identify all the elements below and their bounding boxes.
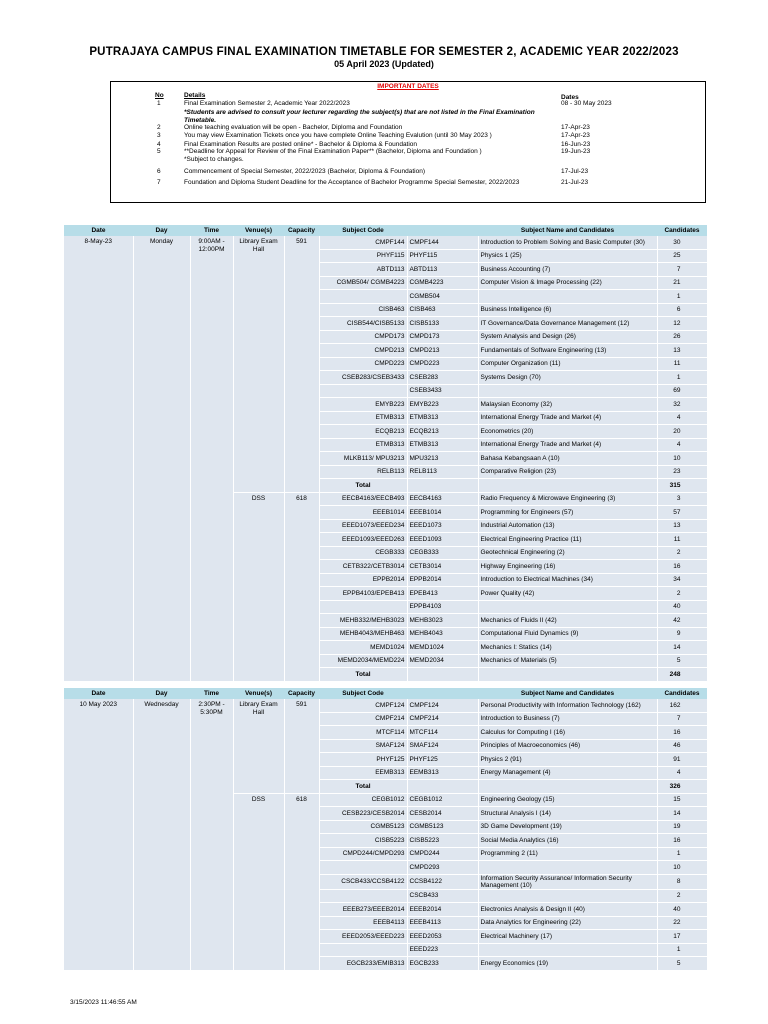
important-date-value: 19-Jun-23 xyxy=(561,148,591,155)
subject-code: CISB5223 xyxy=(407,834,478,848)
subject-code-group: EEEB1014 xyxy=(319,506,407,520)
total-spacer xyxy=(478,668,657,682)
important-details-header: Details xyxy=(184,92,206,99)
candidate-count: 16 xyxy=(657,726,707,740)
subject-code: MTCF114 xyxy=(407,726,478,740)
candidate-count: 1 xyxy=(657,371,707,385)
subject-name: Comparative Religion (23) xyxy=(478,465,657,479)
important-date-details: Foundation and Diploma Student Deadline for the Acceptance of Bachelor Programme Special Semester, 2022/2023 xyxy=(184,179,520,186)
subject-code: CGMB4223 xyxy=(407,276,478,290)
important-dates-box xyxy=(110,81,706,203)
subject-code-group: CESB223/CESB2014 xyxy=(319,807,407,821)
candidate-count: 13 xyxy=(657,519,707,533)
subject-code: EEED2053 xyxy=(407,930,478,944)
subject-code-group: SMAF124 xyxy=(319,739,407,753)
candidate-count: 11 xyxy=(657,533,707,547)
column-header: Candidates xyxy=(657,225,707,236)
subject-code: RELB113 xyxy=(407,465,478,479)
subject-name: Computational Fluid Dynamics (9) xyxy=(478,627,657,641)
subject-code-group: CMPF214 xyxy=(319,712,407,726)
subject-code-group: MEHB332/MEHB3023 xyxy=(319,614,407,628)
table-row xyxy=(64,236,707,249)
column-header: Venue(s) xyxy=(233,225,284,236)
exam-day: Wednesday xyxy=(133,699,190,970)
candidate-count: 46 xyxy=(657,739,707,753)
important-date-value: 17-Apr-23 xyxy=(561,131,590,139)
column-header: Capacity xyxy=(284,688,319,699)
subject-code-group xyxy=(319,384,407,398)
subject-code-group: EEEB4113 xyxy=(319,916,407,930)
subject-name: Principles of Macroeconomics (46) xyxy=(478,739,657,753)
candidate-count: 40 xyxy=(657,600,707,614)
subject-code-group: ETMB313 xyxy=(319,411,407,425)
subject-name: Business Accounting (7) xyxy=(478,263,657,277)
subject-code: ABTD113 xyxy=(407,263,478,277)
subject-code: EEMB313 xyxy=(407,766,478,780)
subject-code: MEHB4043 xyxy=(407,627,478,641)
candidate-count: 25 xyxy=(657,249,707,263)
subject-name: Energy Economics (19) xyxy=(478,957,657,971)
important-date-no: 3 xyxy=(157,131,161,139)
candidate-count: 14 xyxy=(657,641,707,655)
subject-name: Electrical Machinery (17) xyxy=(478,930,657,944)
subject-code: ETMB313 xyxy=(407,438,478,452)
subject-code: CMPF214 xyxy=(407,712,478,726)
important-date-value: 21-Jul-23 xyxy=(561,179,589,186)
subject-name: Electronics Analysis & Design II (40) xyxy=(478,903,657,917)
subject-name: Highway Engineering (16) xyxy=(478,560,657,574)
subject-name: Energy Management (4) xyxy=(478,766,657,780)
subject-code: CSCB433 xyxy=(407,889,478,903)
subject-code-group: EEEB273/EEEB2014 xyxy=(319,903,407,917)
subject-code-group: EECB4163/EECB493 xyxy=(319,492,407,506)
subject-code-group: MEMD1024 xyxy=(319,641,407,655)
candidate-count: 16 xyxy=(657,834,707,848)
subject-name xyxy=(478,861,657,875)
subject-code-group: CISB544/CISB5133 xyxy=(319,317,407,331)
subject-name xyxy=(478,943,657,957)
total-spacer xyxy=(478,479,657,493)
exam-table-1 xyxy=(64,225,708,682)
important-date-no: 1 xyxy=(157,100,161,107)
subject-code-group: CSCB433/CCSB4122 xyxy=(319,874,407,889)
candidate-count: 15 xyxy=(657,793,707,807)
subject-code: MEHB3023 xyxy=(407,614,478,628)
important-date-no: 2 xyxy=(157,124,161,131)
subject-code: EEEB4113 xyxy=(407,916,478,930)
candidate-count: 34 xyxy=(657,573,707,587)
candidate-count: 5 xyxy=(657,957,707,971)
subject-code-group: CISB5223 xyxy=(319,834,407,848)
subject-code: CMPD173 xyxy=(407,330,478,344)
candidate-count: 42 xyxy=(657,614,707,628)
subject-name: Malaysian Economy (32) xyxy=(478,398,657,412)
subject-name: Mechanics of Materials (5) xyxy=(478,654,657,668)
important-date-details: Final Examination Results are posted online* - Bachelor & Diploma & Foundation xyxy=(184,140,418,148)
candidate-count: 4 xyxy=(657,438,707,452)
subject-code: PHYF115 xyxy=(407,249,478,263)
subject-code: EEEB1014 xyxy=(407,506,478,520)
candidate-count: 19 xyxy=(657,820,707,834)
subject-code-group: ABTD113 xyxy=(319,263,407,277)
subject-code: ECQB213 xyxy=(407,425,478,439)
subject-code: CETB3014 xyxy=(407,560,478,574)
subject-code: CCSB4122 xyxy=(407,874,478,889)
subject-name: Mechanics of Fluids II (42) xyxy=(478,614,657,628)
candidate-count: 32 xyxy=(657,398,707,412)
column-header: Time xyxy=(190,225,233,236)
candidate-count: 69 xyxy=(657,384,707,398)
subject-name: Information Security Assurance/ Information Security Management (10) xyxy=(478,874,657,889)
candidate-count: 57 xyxy=(657,506,707,520)
important-date-no: 5 xyxy=(157,148,161,155)
venue: Library Exam Hall xyxy=(233,699,284,793)
important-date-no: 7 xyxy=(157,179,161,186)
column-header: Time xyxy=(190,688,233,699)
subject-code: CMPD244 xyxy=(407,847,478,861)
page-subtitle: 05 April 2023 (Updated) xyxy=(334,59,434,69)
subject-name: Electrical Engineering Practice (11) xyxy=(478,533,657,547)
candidate-count: 6 xyxy=(657,303,707,317)
candidate-count: 21 xyxy=(657,276,707,290)
subject-code-group: EEMB313 xyxy=(319,766,407,780)
subject-code-group: MLKB113/ MPU3213 xyxy=(319,452,407,466)
total-value: 315 xyxy=(657,479,707,493)
subject-code-group: ETMB313 xyxy=(319,438,407,452)
subject-code-group: CMPF124 xyxy=(319,699,407,712)
subject-name: Introduction to Problem Solving and Basic Computer (30) xyxy=(478,236,657,249)
subject-code: EECB4163 xyxy=(407,492,478,506)
subject-name: System Analysis and Design (26) xyxy=(478,330,657,344)
column-header: Day xyxy=(133,225,190,236)
subject-name xyxy=(478,384,657,398)
exam-time: 2:30PM - 5:30PM xyxy=(190,699,233,970)
subject-code-group: CEGB1012 xyxy=(319,793,407,807)
subject-name: Computer Organization (11) xyxy=(478,357,657,371)
subject-name: IT Governance/Data Governance Management (12) xyxy=(478,317,657,331)
subject-name: Bahasa Kebangsaan A (10) xyxy=(478,452,657,466)
subject-code-group: PHYF115 xyxy=(319,249,407,263)
important-date-details: **Deadline for Appeal for Review of the Final Examination Paper** (Bachelor, Diploma and Foundation ) xyxy=(184,148,482,155)
candidate-count: 10 xyxy=(657,861,707,875)
capacity: 618 xyxy=(284,492,319,681)
subject-name: Econometrics (20) xyxy=(478,425,657,439)
subject-name: Physics 2 (91) xyxy=(478,753,657,767)
subject-name: Power Quality (42) xyxy=(478,587,657,601)
subject-code-group xyxy=(319,889,407,903)
candidate-count: 40 xyxy=(657,903,707,917)
subject-code: PHYF125 xyxy=(407,753,478,767)
column-header: Subject Name and Candidates xyxy=(478,225,657,236)
candidate-count: 9 xyxy=(657,627,707,641)
candidate-count: 4 xyxy=(657,411,707,425)
capacity: 591 xyxy=(284,236,319,492)
subject-name: Business Intelligence (6) xyxy=(478,303,657,317)
total-label: Total xyxy=(319,780,407,794)
subject-code: SMAF124 xyxy=(407,739,478,753)
important-date-value: 17-Jul-23 xyxy=(561,168,589,175)
subject-code-group: EEED1093/EEED263 xyxy=(319,533,407,547)
exam-date: 8-May-23 xyxy=(64,236,133,681)
important-date-value: 16-Jun-23 xyxy=(561,140,591,148)
candidate-count: 91 xyxy=(657,753,707,767)
subject-name: Introduction to Electrical Machines (34) xyxy=(478,573,657,587)
table-row xyxy=(64,699,707,712)
subject-code-group: EEED1073/EEED234 xyxy=(319,519,407,533)
candidate-count: 12 xyxy=(657,317,707,331)
subject-name: Geotechnical Engineering (2) xyxy=(478,546,657,560)
important-date-details: Final Examination Semester 2, Academic Year 2022/2023 xyxy=(184,100,350,107)
candidate-count: 7 xyxy=(657,712,707,726)
subject-code-group: PHYF125 xyxy=(319,753,407,767)
subject-code-group: EGCB233/EMIB313 xyxy=(319,957,407,971)
subject-code: EEED1093 xyxy=(407,533,478,547)
candidate-count: 2 xyxy=(657,587,707,601)
subject-name: Data Analytics for Engineering (22) xyxy=(478,916,657,930)
subject-code-group xyxy=(319,943,407,957)
subject-code: ETMB313 xyxy=(407,411,478,425)
subject-code-group: MEMD2034/MEMD224 xyxy=(319,654,407,668)
candidate-count: 3 xyxy=(657,492,707,506)
subject-name: Calculus for Computing I (16) xyxy=(478,726,657,740)
important-date-value: 08 - 30 May 2023 xyxy=(561,100,612,107)
candidate-count: 26 xyxy=(657,330,707,344)
important-date-details: *Students are advised to consult your lecturer regarding the subject(s) that are not listed in the Final Examination Timetable. xyxy=(184,109,535,124)
subject-code: EEED1073 xyxy=(407,519,478,533)
subject-code: EMYB223 xyxy=(407,398,478,412)
total-label: Total xyxy=(319,668,407,682)
subject-code: EEEB2014 xyxy=(407,903,478,917)
subject-code-group: EPPB2014 xyxy=(319,573,407,587)
subject-name: Personal Productivity with Information Technology (162) xyxy=(478,699,657,712)
column-header: Date xyxy=(64,688,133,699)
important-dates-header: Dates xyxy=(561,94,579,101)
subject-name: International Energy Trade and Market (4) xyxy=(478,438,657,452)
candidate-count: 30 xyxy=(657,236,707,249)
candidate-count: 17 xyxy=(657,930,707,944)
subject-code-group: EPPB4103/EPEB413 xyxy=(319,587,407,601)
subject-code: CMPD213 xyxy=(407,344,478,358)
column-header: Candidates xyxy=(657,688,707,699)
candidate-count: 1 xyxy=(657,847,707,861)
subject-code: EEED223 xyxy=(407,943,478,957)
subject-name xyxy=(478,600,657,614)
subject-code: EPEB413 xyxy=(407,587,478,601)
total-spacer xyxy=(407,479,478,493)
candidate-count: 14 xyxy=(657,807,707,821)
total-spacer xyxy=(478,780,657,794)
subject-name xyxy=(478,889,657,903)
subject-name: Physics 1 (25) xyxy=(478,249,657,263)
capacity: 618 xyxy=(284,793,319,970)
total-spacer xyxy=(407,780,478,794)
column-header: Subject Code xyxy=(319,688,407,699)
subject-name: Programming for Engineers (57) xyxy=(478,506,657,520)
candidate-count: 8 xyxy=(657,874,707,889)
subject-code: CMPF124 xyxy=(407,699,478,712)
candidate-count: 1 xyxy=(657,290,707,304)
subject-code-group: CETB322/CETB3014 xyxy=(319,560,407,574)
subject-code: CGMB504 xyxy=(407,290,478,304)
subject-code-group xyxy=(319,861,407,875)
column-header: Capacity xyxy=(284,225,319,236)
subject-code-group: EMYB223 xyxy=(319,398,407,412)
subject-name: Radio Frequency & Microwave Engineering (3) xyxy=(478,492,657,506)
exam-time: 9:00AM - 12:00PM xyxy=(190,236,233,681)
subject-name: Fundamentals of Software Engineering (13) xyxy=(478,344,657,358)
subject-code-group: CSEB283/CSEB3433 xyxy=(319,371,407,385)
subject-name: Mechanics I: Statics (14) xyxy=(478,641,657,655)
important-dates-heading: IMPORTANT DATES xyxy=(377,83,439,90)
subject-code: CSEB3433 xyxy=(407,384,478,398)
subject-code: CSEB283 xyxy=(407,371,478,385)
subject-name: Structural Analysis I (14) xyxy=(478,807,657,821)
exam-day: Monday xyxy=(133,236,190,681)
subject-code: CISB463 xyxy=(407,303,478,317)
important-no-header: No xyxy=(155,92,164,99)
candidate-count: 7 xyxy=(657,263,707,277)
subject-code: CMPD293 xyxy=(407,861,478,875)
candidate-count: 2 xyxy=(657,889,707,903)
candidate-count: 16 xyxy=(657,560,707,574)
subject-code: CEGB1012 xyxy=(407,793,478,807)
subject-code-group: CISB463 xyxy=(319,303,407,317)
candidate-count: 10 xyxy=(657,452,707,466)
subject-code: EGCB233 xyxy=(407,957,478,971)
total-spacer xyxy=(407,668,478,682)
subject-code-group: CMPD213 xyxy=(319,344,407,358)
subject-name: Systems Design (70) xyxy=(478,371,657,385)
important-date-details: Online teaching evaluation will be open - Bachelor, Diploma and Foundation xyxy=(184,124,403,131)
subject-code-group: CMPD244/CMPD293 xyxy=(319,847,407,861)
venue: Library Exam Hall xyxy=(233,236,284,492)
candidate-count: 4 xyxy=(657,766,707,780)
column-header: Date xyxy=(64,225,133,236)
column-header xyxy=(407,688,478,699)
subject-code-group: CMPF144 xyxy=(319,236,407,249)
subject-code-group: CGMB5123 xyxy=(319,820,407,834)
subject-code: MEMD1024 xyxy=(407,641,478,655)
venue: DSS xyxy=(233,793,284,970)
candidate-count: 20 xyxy=(657,425,707,439)
subject-code: CEGB333 xyxy=(407,546,478,560)
column-header xyxy=(407,225,478,236)
total-value: 248 xyxy=(657,668,707,682)
subject-code-group: RELB113 xyxy=(319,465,407,479)
column-header: Subject Name and Candidates xyxy=(478,688,657,699)
subject-code: CISB5133 xyxy=(407,317,478,331)
important-date-value: 17-Apr-23 xyxy=(561,124,590,131)
subject-name: 3D Game Development (19) xyxy=(478,820,657,834)
subject-code-group: CMPD173 xyxy=(319,330,407,344)
important-date-no: 4 xyxy=(157,140,161,148)
candidate-count: 23 xyxy=(657,465,707,479)
exam-table-2 xyxy=(64,688,708,971)
subject-code-group xyxy=(319,600,407,614)
subject-code-group: CGMB504/ CGMB4223 xyxy=(319,276,407,290)
subject-code-group: MEHB4043/MEHB463 xyxy=(319,627,407,641)
subject-code-group: ECQB213 xyxy=(319,425,407,439)
total-label: Total xyxy=(319,479,407,493)
venue: DSS xyxy=(233,492,284,681)
candidate-count: 11 xyxy=(657,357,707,371)
subject-name: Computer Vision & Image Processing (22) xyxy=(478,276,657,290)
important-date-details: You may view Examination Tickets once you have complete Online Teaching Evalution (until 30 May 2023 ) xyxy=(184,131,492,139)
subject-code: EPPB4103 xyxy=(407,600,478,614)
important-date-no: 6 xyxy=(157,168,161,175)
candidate-count: 5 xyxy=(657,654,707,668)
candidate-count: 162 xyxy=(657,699,707,712)
subject-name xyxy=(478,290,657,304)
subject-code-group: CMPD223 xyxy=(319,357,407,371)
subject-code-group xyxy=(319,290,407,304)
subject-code: EPPB2014 xyxy=(407,573,478,587)
candidate-count: 22 xyxy=(657,916,707,930)
print-timestamp: 3/15/2023 11:46:55 AM xyxy=(70,999,137,1006)
page-title: PUTRAJAYA CAMPUS FINAL EXAMINATION TIMETABLE FOR SEMESTER 2, ACADEMIC YEAR 2022/2023 xyxy=(89,46,679,58)
subject-code: CMPF144 xyxy=(407,236,478,249)
subject-code: CESB2014 xyxy=(407,807,478,821)
subject-name: Engineering Geology (15) xyxy=(478,793,657,807)
exam-date: 10 May 2023 xyxy=(64,699,133,970)
subject-code-group: EEED2053/EEED223 xyxy=(319,930,407,944)
subject-name: International Energy Trade and Market (4) xyxy=(478,411,657,425)
subject-name: Introduction to Business (7) xyxy=(478,712,657,726)
subject-code: MPU3213 xyxy=(407,452,478,466)
subject-name: Programming 2 (11) xyxy=(478,847,657,861)
capacity: 591 xyxy=(284,699,319,793)
column-header: Venue(s) xyxy=(233,688,284,699)
important-date-details: Commencement of Special Semester, 2022/2023 (Bachelor, Diploma & Foundation) xyxy=(184,168,425,175)
subject-code: MEMD2034 xyxy=(407,654,478,668)
candidate-count: 2 xyxy=(657,546,707,560)
column-header: Day xyxy=(133,688,190,699)
important-date-details: *Subject to changes. xyxy=(184,155,244,163)
total-value: 326 xyxy=(657,780,707,794)
subject-code-group: MTCF114 xyxy=(319,726,407,740)
subject-code: CGMB5123 xyxy=(407,820,478,834)
subject-name: Industrial Automation (13) xyxy=(478,519,657,533)
subject-name: Social Media Analytics (16) xyxy=(478,834,657,848)
candidate-count: 13 xyxy=(657,344,707,358)
subject-code: CMPD223 xyxy=(407,357,478,371)
candidate-count: 1 xyxy=(657,943,707,957)
subject-code-group: CEGB333 xyxy=(319,546,407,560)
column-header: Subject Code xyxy=(319,225,407,236)
